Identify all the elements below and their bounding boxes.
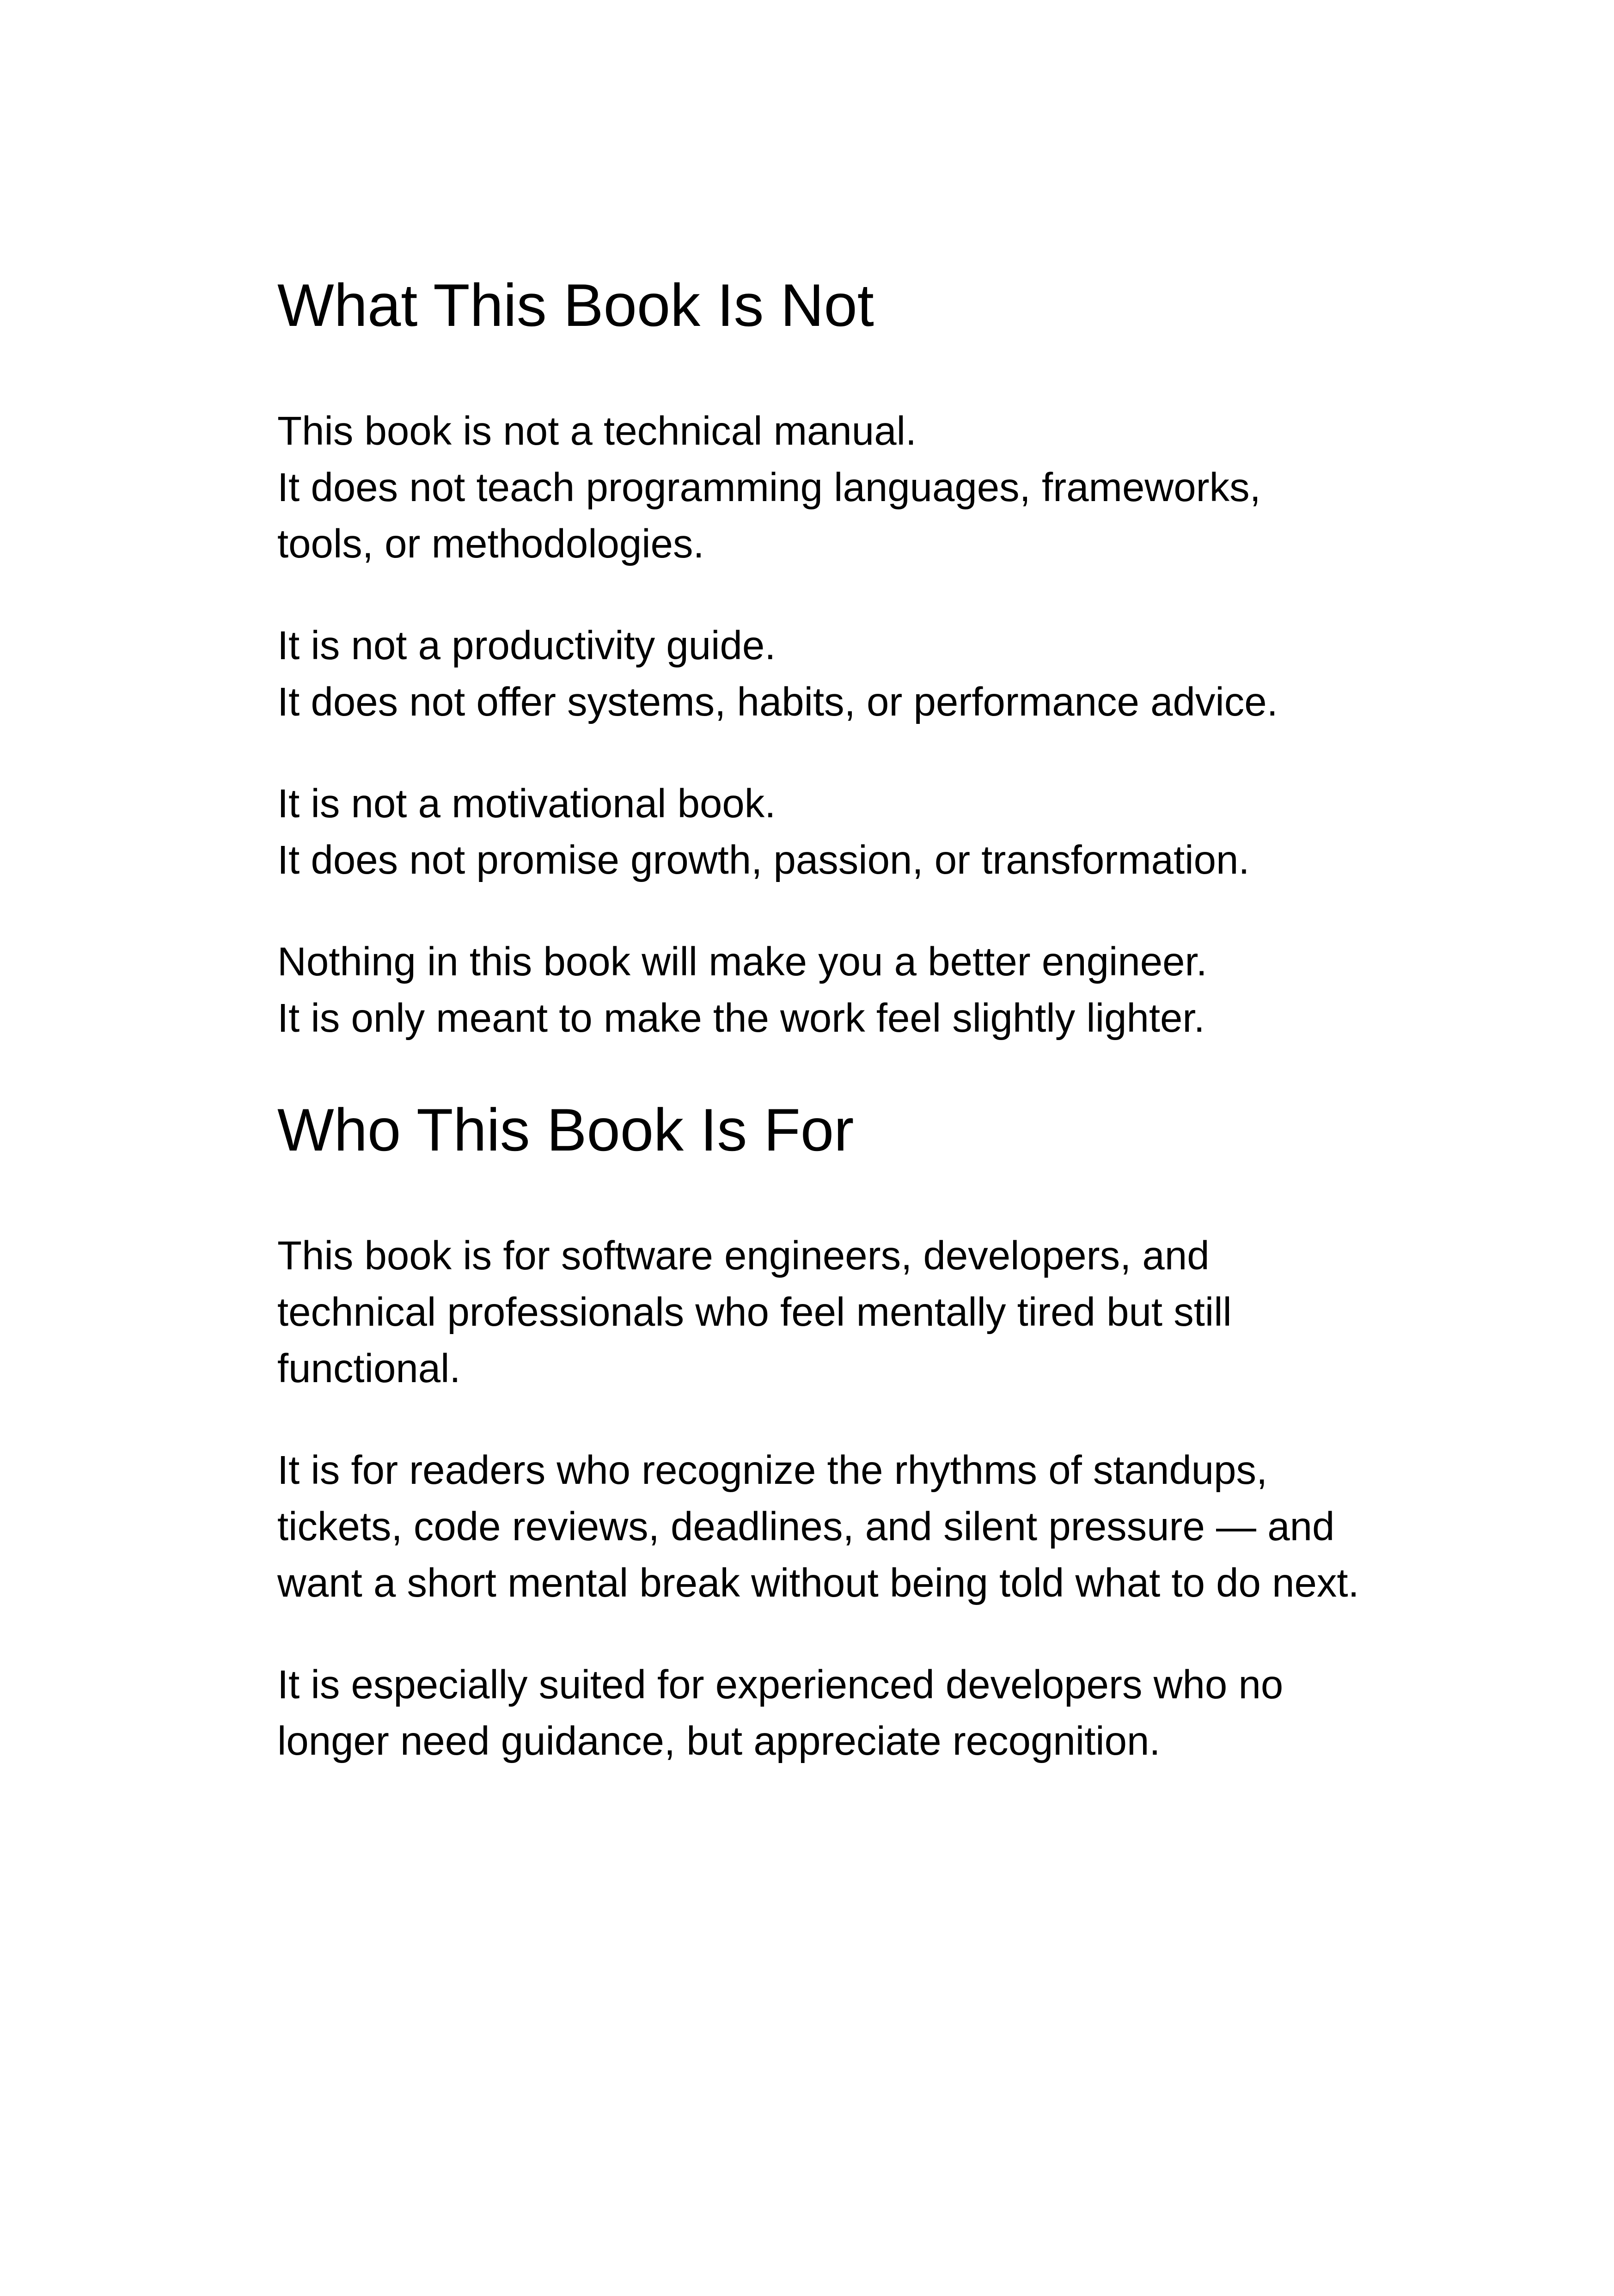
paragraph: It is for readers who recognize the rhythms of standups, tickets, code reviews, deadlines, and silent pressure — and want a short mental break without being told what to do next. bbox=[277, 1448, 1359, 1605]
paragraph: This book is not a technical manual. It does not teach programming languages, frameworks, tools, or methodologies. bbox=[277, 409, 1261, 566]
paragraph: Nothing in this book will make you a better engineer. It is only meant to make the work feel slightly lighter. bbox=[277, 939, 1207, 1041]
paragraph: It is especially suited for experienced developers who no longer need guidance, but appreciate recognition. bbox=[277, 1662, 1284, 1763]
page-content bbox=[277, 268, 1363, 1769]
paragraph: It is not a productivity guide. It does not offer systems, habits, or performance advice. bbox=[277, 623, 1278, 724]
section-heading: What This Book Is Not bbox=[277, 271, 874, 339]
paragraph: This book is for software engineers, developers, and technical professionals who feel mentally tired but still functional. bbox=[277, 1233, 1232, 1391]
section-who-this-book-is-for bbox=[277, 1093, 1363, 1769]
section-heading: Who This Book Is For bbox=[277, 1096, 854, 1163]
section-what-this-book-is-not bbox=[277, 268, 1363, 1047]
paragraph: It is not a motivational book. It does not promise growth, passion, or transformation. bbox=[277, 781, 1250, 882]
